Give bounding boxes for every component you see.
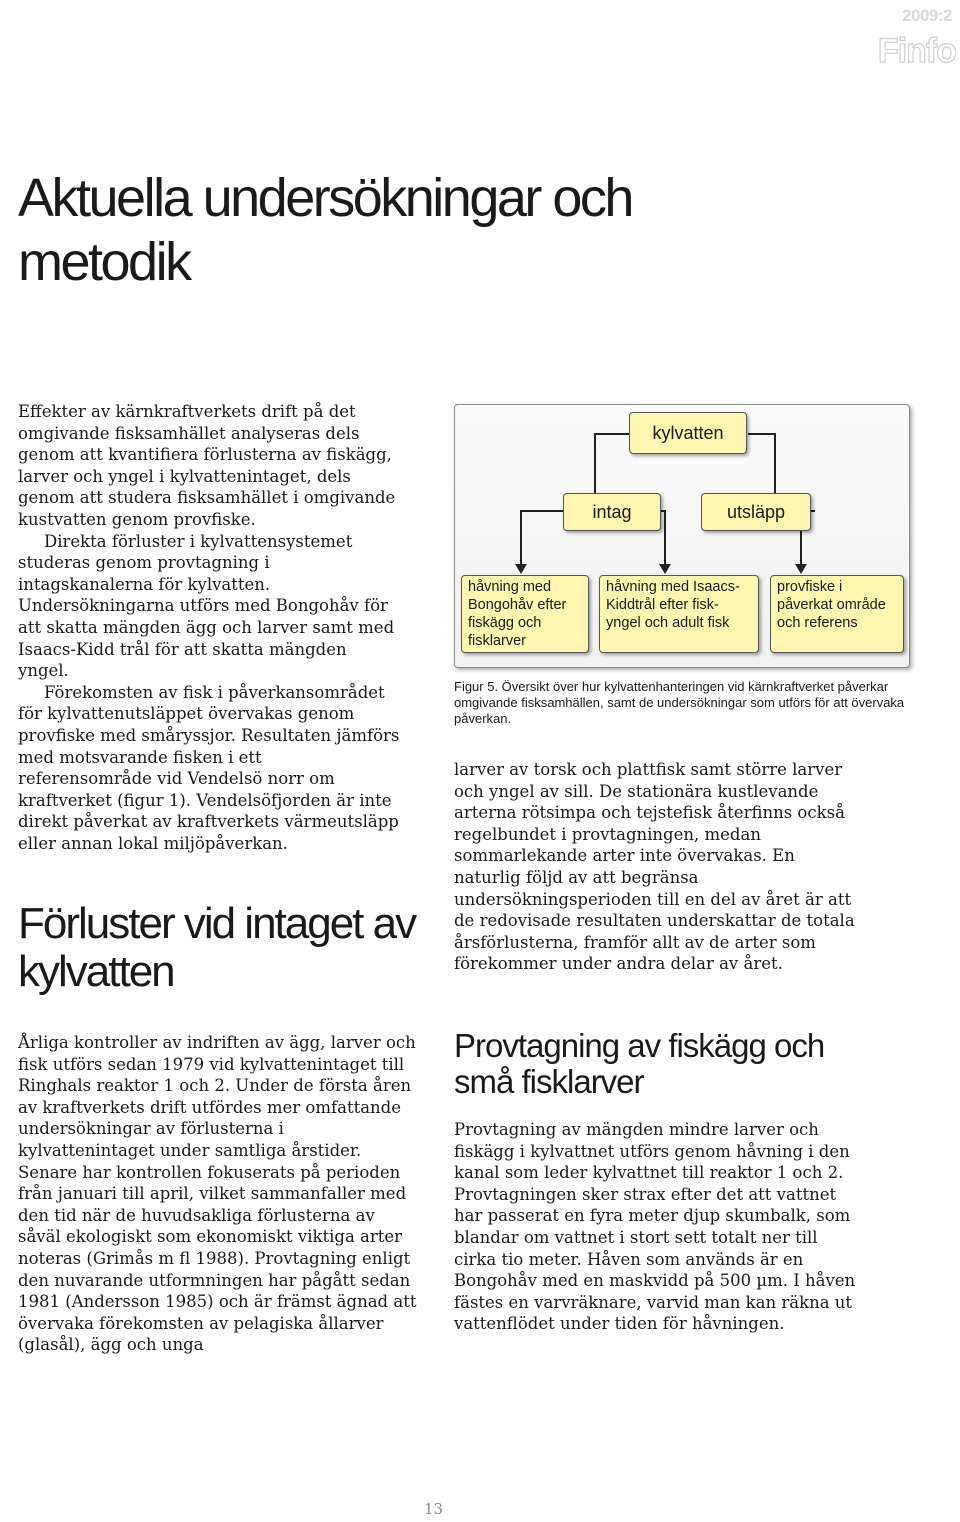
arrowhead-leaf2 [659, 564, 671, 574]
node-kylvatten: kylvatten [629, 412, 747, 454]
page-title: Aktuella undersökningar och metodik [18, 168, 632, 292]
node-havning-bongohav: håvning med Bongohåv efter fiskägg och fisklarver [461, 575, 589, 653]
intro-text [18, 401, 400, 854]
section-heading-sampling: Provtagning av fiskägg och små fisklarver [454, 1027, 825, 1100]
node-intag: intag [563, 493, 661, 531]
figure-caption: Figur 5. Översikt över hur kylvattenhanteringen vid kärnkraftverket påverkar omgivande fisksamhällen, samt de undersökningar som utförs för att övervaka påverkan. [454, 679, 905, 726]
intro-paragraph-3: Förekomsten av fisk i påverkansområdet för kylvattenutsläppet övervakas genom provfiske med småryssjor. Resultaten jämförs med motsvarande fisken i ett referensområde vid Vendelsö norr om kraftverket (figur 1). Vendelsöfjorden är inte direkt påverkat av kraftverkets värmeutsläpp eller annan lokal miljöpåverkan. [18, 682, 400, 853]
intro-paragraph-2: Direkta förluster i kylvattensystemet studeras genom provtagning i intagskanalerna för kylvatten. Undersökningarna utförs med Bongohåv för att skatta mängden ägg och larver samt med Isaacs-Kidd trål för att skatta mängden yngel. [18, 531, 395, 681]
issue-year: 2009:2 [902, 6, 952, 25]
intro-paragraph-1: Effekter av kärnkraftverkets drift på det omgivande fisksamhället analyseras dels genom att kvantifiera förlusterna av fiskägg, larver och yngel i kylvattenintaget, dels genom att studera fisksamhället i omgivande kustvatten genom provfiske. [18, 402, 396, 529]
logo-wordmark: Finfo [877, 32, 956, 70]
page-number: 13 [424, 1500, 444, 1518]
intake-losses-paragraph: Årliga kontroller av indriften av ägg, larver och fisk utförs sedan 1979 vid kylvattenintaget till Ringhals reaktor 1 och 2. Under de första åren av kraftverkets drift utfördes mer omfattande undersökningar av förlusterna i kylvattenintaget under samtliga årstider. Senare har kontrollen fokuserats på perioden från januari till april, vilket sammanfaller med den tid när de huvudsakliga förlusterna av såväl ekologiskt som ekonomiskt viktiga arter noteras (Grimås m fl 1988). Provtagning enligt den nuvarande utformningen har pågått sedan 1981 (Andersson 1985) och är främst ägnad att övervaka förekomsten av pelagiska ållarver (glasål), ägg och unga [18, 1033, 417, 1355]
arrowhead-leaf3 [795, 564, 807, 574]
sampling-paragraph: Provtagning av mängden mindre larver och fiskägg i kylvattnet utförs genom håvning i den kanal som leder kylvattnet till reaktor 1 och 2. Provtagningen sker strax efter det att vattnet har passerat en fyra meter djup skumbalk, som blandar om vattnet i stort sett totalt ner till cirka tio meter. Håven som används är en Bongohåv med en maskvidd på 500 µm. I håven fästes en varvräknare, varvid man kan räkna ut vattenflödet under tiden för håvningen. [454, 1120, 856, 1334]
continuation-paragraph: larver av torsk och plattfisk samt större larver och yngel av sill. De stationära kustlevande arterna rötsimpa och tejstefisk återfinns också regelbundet i provtagningen, medan sommarlekande arter inte övervakas. En naturlig följd av att begränsa undersökningsperioden till en del av året är att de redovisade resultaten underskattar de totala årsförlusterna, framför allt av de arter som förekommer under andra delar av året. [454, 760, 855, 974]
node-utslapp: utsläpp [701, 493, 811, 531]
finfo-logo [877, 4, 958, 70]
connector-intag-leaf1 [521, 511, 563, 568]
node-provfiske: provfiske i påverkat område och referens [770, 575, 904, 653]
cooling-water-diagram [454, 404, 910, 668]
section-heading-intake-losses: Förluster vid intaget av kylvatten [18, 899, 416, 996]
arrowhead-leaf1 [515, 564, 527, 574]
node-havning-isaacs-kidd: håvning med Isaacs- Kiddtrål efter fisk- yngel och adult fisk [599, 575, 759, 653]
sampling-text [454, 1119, 858, 1335]
intake-losses-text [18, 1032, 418, 1356]
right-column-continuation [454, 759, 858, 975]
